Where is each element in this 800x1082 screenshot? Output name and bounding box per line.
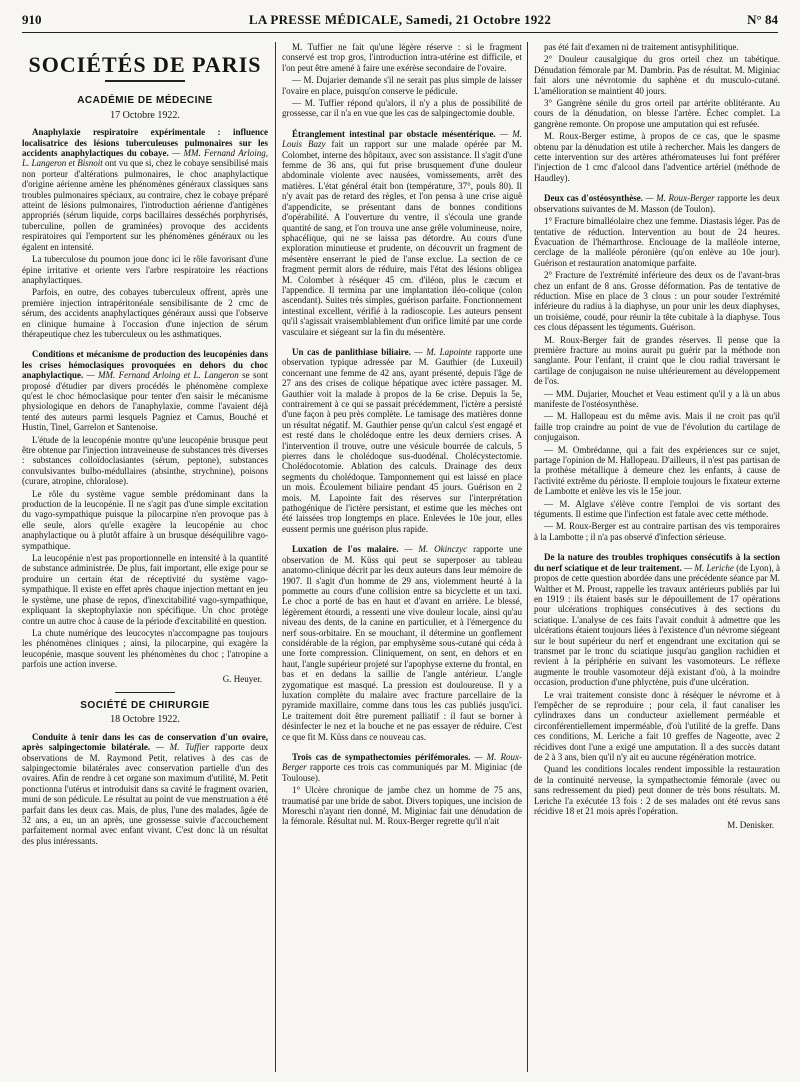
column-3 <box>534 42 780 1076</box>
header-rule <box>22 32 778 33</box>
paragraph: pas été fait d'examen ni de traitement antisyphilitique. <box>544 42 739 52</box>
journal-title: LA PRESSE MÉDICALE, Samedi, 21 Octobre 1922 <box>248 12 552 27</box>
author-signature: G. Heuyer. <box>222 673 262 684</box>
paragraph: Le vrai traitement consiste donc à réséquer le névrome et à l'empêcher de se reproduire ; pour cela, il faut canaliser les cylindraxes dans un conducteur axiellement perméable et circonférentiellement imperméable, d'où l'utilité de la greffe. Dans ces conditions, M. Leriche a fait 10 greffes de Nageotte, avec 2 récidives dont l'une a exigé une amputation. Il a des succès datant de 2 à 3 ans, bien qu'il n'y ait eu aucune régénération motrice. <box>534 689 780 762</box>
paragraph: La tuberculose du poumon joue donc ici le rôle favorisant d'une épine irritative et oriente vers l'arbre respiratoire les réactions anaphylactiques. <box>22 254 268 285</box>
article-leucopenies: Conditions et mécanisme de production des leucopénies dans les crises hémoclasiques provoquées en dehors du choc anaphylactique. — MM. Fernand Arloing et L. Langeron se sont proposé d'étudier par divers procédés le phénomène complexe qu'est le choc hémoclasique pour tenter d'en saisir le mécanisme physiologique en dehors de l'anaphylaxie, comme l'avaient déjà tenté des auteurs parmi lesquels Pagniez et Camus, Bouché et Hustin, Tinel, Garrelon et Santenoise. <box>22 349 268 433</box>
article-etranglement: Étranglement intestinal par obstacle mésentérique. — M. Louis Bazy fait un rapport sur une malade opérée par M. Colombet, interne des hôpitaux, avec son assistance. Il s'agit d'une femme de 36 ans, qui fut prise brusquement d'une douleur abdominale violente avec nausées, vomissements, arrêt des matières. L'état général était bon (température, 37°, pouls 80). Il n'y avait pas de retard des règles, et l'on pensa à une crise aiguë d'appendicite, se présentant dans de bonnes conditions d'opérabilité. A l'ouverture du ventre, il s'écoula une grande quantité de sang, et l'on trouva une anse grêle volumineuse, noire, sphacélique, qui ne se laissa pas détordre. Au cours d'une exploration minutieuse et prudente, on découvrit un fragment de mésentère enserrant le pied de l'anse exclue. La section de ce fragment permit alors de réduire, mais l'état des lésions obligea M. Colombet à réséquer 45 cm. d'iléon, plus le cæcum et l'appendice. Il termina par une implantation iléo-colique (colon ascendant). Suites très simples, guérison parfaite. Fonctionnement intestinal excellent, vérifié à la radioscopie. Les auteurs pensent qu'il s'agissait vraisemblablement d'un orifice limité par une corde vasculaire et siégeant sur la fin du mésentère. <box>282 128 522 337</box>
page-number: 910 <box>22 12 42 27</box>
page-header <box>22 12 778 30</box>
divider <box>105 80 185 82</box>
paragraph: 1° Ulcère chronique de jambe chez un homme de 75 ans, traumatisé par une bride de sabot. Divers topiques, une incision de Moreschi n'ayant rien donné, M. Miginiac fait une dénudation de la fémorale. Résultat nul. M. Roux-Berger regrette qu'il n'ait <box>282 785 522 827</box>
paragraph: Parfois, en outre, des cobayes tuberculeux offrent, après une première injection intrapéritonéale sensibilisante de 2 cmc de sérum, des accidents anaphylactiques généraux aussi que l'observe en clinique humaine à l'occasion d'une injection de sérum thérapeutique chez les tuberculeux ou les asthmatiques. <box>22 287 268 339</box>
divider <box>115 692 175 693</box>
session-date: 18 Octobre 1922. <box>110 714 180 726</box>
section-title-chirurgie: SOCIÉTÉ DE CHIRURGIE <box>80 699 210 711</box>
article-osteosynthese: Deux cas d'ostéosynthèse. — M. Roux-Berger rapporte les deux observations suivantes de M. Masson (de Toulon). <box>534 193 780 214</box>
paragraph: — M. Tuffier répond qu'alors, il n'y a plus de possibilité de grossesse, car il n'a en vue que les cas de salpingectomie double. <box>282 98 522 119</box>
column-1 <box>22 42 268 1076</box>
paragraph: — M. Hallopeau est du même avis. Mais il ne croit pas qu'il faille trop craindre au point de vue de l'évolution du cartilage de conjugaison. <box>534 411 780 443</box>
paragraph: — M. Dujarier demande s'il ne serait pas plus simple de laisser l'ovaire en place, puisqu'on conserve le pédicule. <box>282 75 522 96</box>
paragraph: M. Roux-Berger estime, à propos de ce cas, que le spasme obtenu par la dénudation est utile à rechercher. Mais les dangers de cette intervention sur des artères athéromateuses lui font préférer l'injection de 1 cmc d'alcool dans l'adventice artériel (méthode de Haudley). <box>534 131 780 183</box>
paragraph: M. Tuffier ne fait qu'une légère réserve : si le fragment conservé est trop gros, l'introduction intra-utérine est difficile, et l'on peut être amené à faire une exérèse secondaire de l'ovaire. <box>282 42 522 73</box>
paragraph: 3° Gangrène sénile du gros orteil par artérite oblitérante. Au cours de la dénudation, on blesse l'artère. Échec complet. La gangrène remonte. On propose une amputation qui est refusée. <box>534 98 780 129</box>
section-title-academie: ACADÉMIE DE MÉDECINE <box>77 95 213 107</box>
article-troubles-trophiques: De la nature des troubles trophiques consécutifs à la section du nerf sciatique et de leur traitement. — M. Leriche (de Lyon), à propos de cette question abordée dans une précédente séance par M. Walther et M. Proust, rappelle les travaux antérieurs publiés par lui en 1919 : ils étaient basés sur le dépouillement de 17 opérations pour ulcérations trophiques consécutives à des sections du sciatique. L'analyse de ces faits l'avait conduit à admettre que les ulcérations étaient toujours liées à l'existence d'un névrome siégeant sur le bout supérieur du nerf et engendrant une excitation qui se transmet par le tronc du sciatique jusqu'au ganglion rachidien et revient à la périphérie en suivant les vasomoteurs. Le réflexe augmente le trouble vasomoteur déjà existant d'où, à la moindre occasion, production d'une phlyctène, puis d'une ulcération. <box>534 552 780 688</box>
paragraph: Le rôle du système vague semble prédominant dans la production de la leucopénie. Il ne s'agit pas d'une simple excitation du vago-sympathique puisque la pilocarpine n'en provoque pas à elle seule, alors qu'elle exagère la leucopénie au choc anaphylactique ou à plutôt affaire à un brusque déséquilibre vago-sympathique. <box>22 488 268 551</box>
paragraph: 2° Douleur causalgique du gros orteil chez un tabétique. Dénudation fémorale par M. Dambrin. Pas de résultat. M. Miginiac fait alors une névrotomie du saphène et du musculo-cutané. L'amélioration se maintient 40 jours. <box>534 54 780 96</box>
paragraph: La chute numérique des leucocytes n'accompagne pas toujours les phénomènes cliniques ; ainsi, la pilocarpine, qui exagère la leucopénie, masque souvent les phénomènes du choc ; l'atropine a parfois une action inverse. <box>22 627 268 670</box>
article-ovaire: Conduite à tenir dans les cas de conservation d'un ovaire, après salpingectomie bilatérale. — M. Tuffier rapporte deux observations de M. Raymond Petit, relatives à des cas de salpingectomie bilatérales avec conservation partielle d'un des ovaires. Afin de rendre à cet organe son maximum d'utilité, M. Petit ponctionna l'utérus et introduisit dans sa cavité le fragment ovarien, muni de son pédicule. Le résultat au point de vue menstruation a été parfait dans les deux cas. Mais, de plus, l'une des malades, âgée de 32 ans, a eu, un an après, une grossesse suivie d'accouchement parfaitement normal avec enfant vivant. C'est donc là un résultat des plus intéressants. <box>22 731 268 846</box>
column-divider <box>527 42 528 1072</box>
column-2 <box>282 42 522 1076</box>
paragraph: — M. Roux-Berger est au contraire partisan des vis temporaires à la Lambotte ; il n'a pas observé d'infection sérieuse. <box>534 521 780 542</box>
article-anaphylaxie: Anaphylaxie respiratoire expérimentale : influence localisatrice des lésions tuberculeuses pulmonaires sur les accidents anaphylactiques du cobaye. — MM. Fernand Arloing, L. Langeron et Bisnoit ont vu que si, chez le cobaye sensibilisé mais non porteur d'altérations pulmonaires, le choc anaphylactique d'origine aérienne amène les phénomènes généraux classiques sans troubles pulmonaires spéciaux, au contraire, chez le cobaye préparé atteint de lésions pulmonaires, l'introduction aérienne d'antigènes appropriés (sérum liquide, corps bacillaires desséchés porphyrisés, tuberculine, pollen de graminées) provoque des accidents respiratoires qui l'emportent sur les phénomènes généraux ou les égalent en intensité. <box>22 127 268 252</box>
paragraph: — M. Ombrédanne, qui a fait des expériences sur ce sujet, partage l'opinion de M. Hallopeau. D'ailleurs, il n'est pas partisan de la prothèse métallique à demeure chez les enfants, à cause de l'activité extrême du périoste. Il emploie toujours le fixateur externe de Lambotte et enlève les vis le 15e jour. <box>534 444 780 497</box>
section-masthead: SOCIÉTÉS DE PARIS <box>28 52 262 77</box>
author-signature: M. Denisker. <box>727 820 774 831</box>
paragraph: L'étude de la leucopénie montre qu'une leucopénie brusque peut être obtenue par l'injection intraveineuse de substances très diverses : substances colloïdoclasiantes (sérum, peptone), substances convulsivantes bulbo-médullaires (absinthe, strychnine), poisons (curare, atropine, chloralose). <box>22 434 268 487</box>
paragraph: — M. Alglave s'élève contre l'emploi de vis sortant des téguments. Il estime que l'infection est fatale avec cette méthode. <box>534 498 780 520</box>
session-date: 17 Octobre 1922. <box>110 109 180 121</box>
paragraph: 1° Fracture bimalléolaire chez une femme. Diastasis léger. Pas de tentative de réduction. Intervention au bout de 24 heures. Évacuation de l'hémarthrose. Enclouage de la malléole interne, cerclage de la malléole péronière (qu'on enlève au 10e jour). Guérison et restauration anatomique parfaite. <box>534 216 780 268</box>
column-divider <box>275 42 276 1072</box>
article-luxation: Luxation de l'os malaire. — M. Okinczyc rapporte une observation de M. Küss qui peut se superposer au tableau anatomo-clinique décrit par les deux auteurs dans leur mémoire de 1907. Il s'agit d'un homme de 29 ans, violemment heurté à la pommette au cours d'une collision entre sa bicyclette et un taxi. Le choc a porté de bas en haut et d'avant en arrière. Le blessé, légèrement étourdi, a ressenti une vive douleur locale, ainsi qu'au niveau des dents, de la canine en particulier, et à l'émergence du nerf sous-orbitaire. En se mouchant, il détermine un gonflement considérable de la région, par emphysème sous-cutané qui céda à une forte compression. Cliniquement, on sent, en dehors et en haut, l'angle supérieur projeté sur l'apophyse externe du frontal, en bas et en dedans la saillie de l'angle antérieur. L'angle zygomatique est masqué. La pression est douloureuse. Il y a luxation complète du malaire avec fracture parcellaire de la pyramide maxillaire, comme dans tous les cas publiés jusqu'ici. Le traitement doit être purement palliatif : il faut se borner à désinfecter le nez et la bouche et ne pas essayer de réduire. C'est ce que fit M. Küss dans ce nouveau cas. <box>282 544 522 742</box>
paragraph: — MM. Dujarier, Mouchet et Veau estiment qu'il y a là un abus manifeste de l'ostéosynthèse. <box>534 388 780 409</box>
paragraph: M. Roux-Berger fait de grandes réserves. Il pense que la première fracture au moins aurait pu guérir par la méthode non sanglante. Pour l'enfant, il craint que le clou radial traversant le cartilage de conjugaison ne nuise ultérieurement au développement de l'os. <box>534 334 780 387</box>
paragraph: La leucopénie n'est pas proportionnelle en intensité à la quantité de substance administrée. De plus, fait important, elle exige pour se produire un certain état de réceptivité du système vago-sympathique. Il existe en effet après chaque injection mettant en jeu le système, une phase de repos, d'inexcitabilité vago-sympathique, expliquant la skeptophylaxie non spécifique. Un choc protège contre un autre choc à cause de la période d'excitabilité en question. <box>22 553 268 626</box>
paragraph: 2° Fracture de l'extrémité inférieure des deux os de l'avant-bras chez un enfant de 8 ans. Grosse déformation. Pas de tentative de réduction. Mise en place de 3 clous : un pour souder l'extrémité inférieure du radius à la diaphyse, un pour unir les deux diaphyses, un troisième, coudé, pour réunir la tête cubitale à la diaphyse. Tous ces clous dépassent les téguments. Guérison. <box>534 270 780 333</box>
paragraph: Quand les conditions locales rendent impossible la restauration de la continuité nerveuse, la sympathectomie fémorale (avec ou sans redressement du pied) peut donner de très bons résultats. M. Leriche l'a exécutée 13 fois : 2 de ses malades ont été revus sans récidive 18 et 21 mois après l'opération. <box>534 764 780 817</box>
issue-number: N° 84 <box>747 12 778 27</box>
article-sympathectomies: Trois cas de sympathectomies périfémorales. — M. Roux-Berger rapporte ces trois cas communiqués par M. Miginiac (de Toulouse). <box>282 752 522 783</box>
article-panlithiase: Un cas de panlithiase biliaire. — M. Lapointe rapporte une observation typique adressée par M. Gauthier (de Luxeuil) concernant une femme de 42 ans, ayant présenté, depuis l'âge de 27 ans des crises de colique hépatique avec ictère passager. M. Gauthier voit la malade à propos de la 6e crise. Depuis la 5e, contrairement à ce qui se passait précédemment, l'ictère a persisté d'une façon à peu près complète. Le tamisage des matières donne un résultat négatif. M. Gauthier pense qu'un calcul s'est engagé et est resté dans le cholédoque entre les deux derniers crises. A l'intervention il trouve, outre une vésicule bourrée de calculs, 5 pierres dans le cholédoque sus-duodénal. Cholécystectomie. Cholédocotomie. Ablation des calculs. Drainage des deux segments du cholédoque. Tamponnement qui est laissé en place un mois. Écoulement biliaire pendant 45 jours. Guérison en 2 mois. M. Lapointe fait des réserves sur l'interprétation pathogénique de l'ictère persistant, et estime que les mèches ont été laissées trop longtemps en place. Enlevées le 10e jour, elles eussent permis une guérison plus rapide. <box>282 346 522 534</box>
